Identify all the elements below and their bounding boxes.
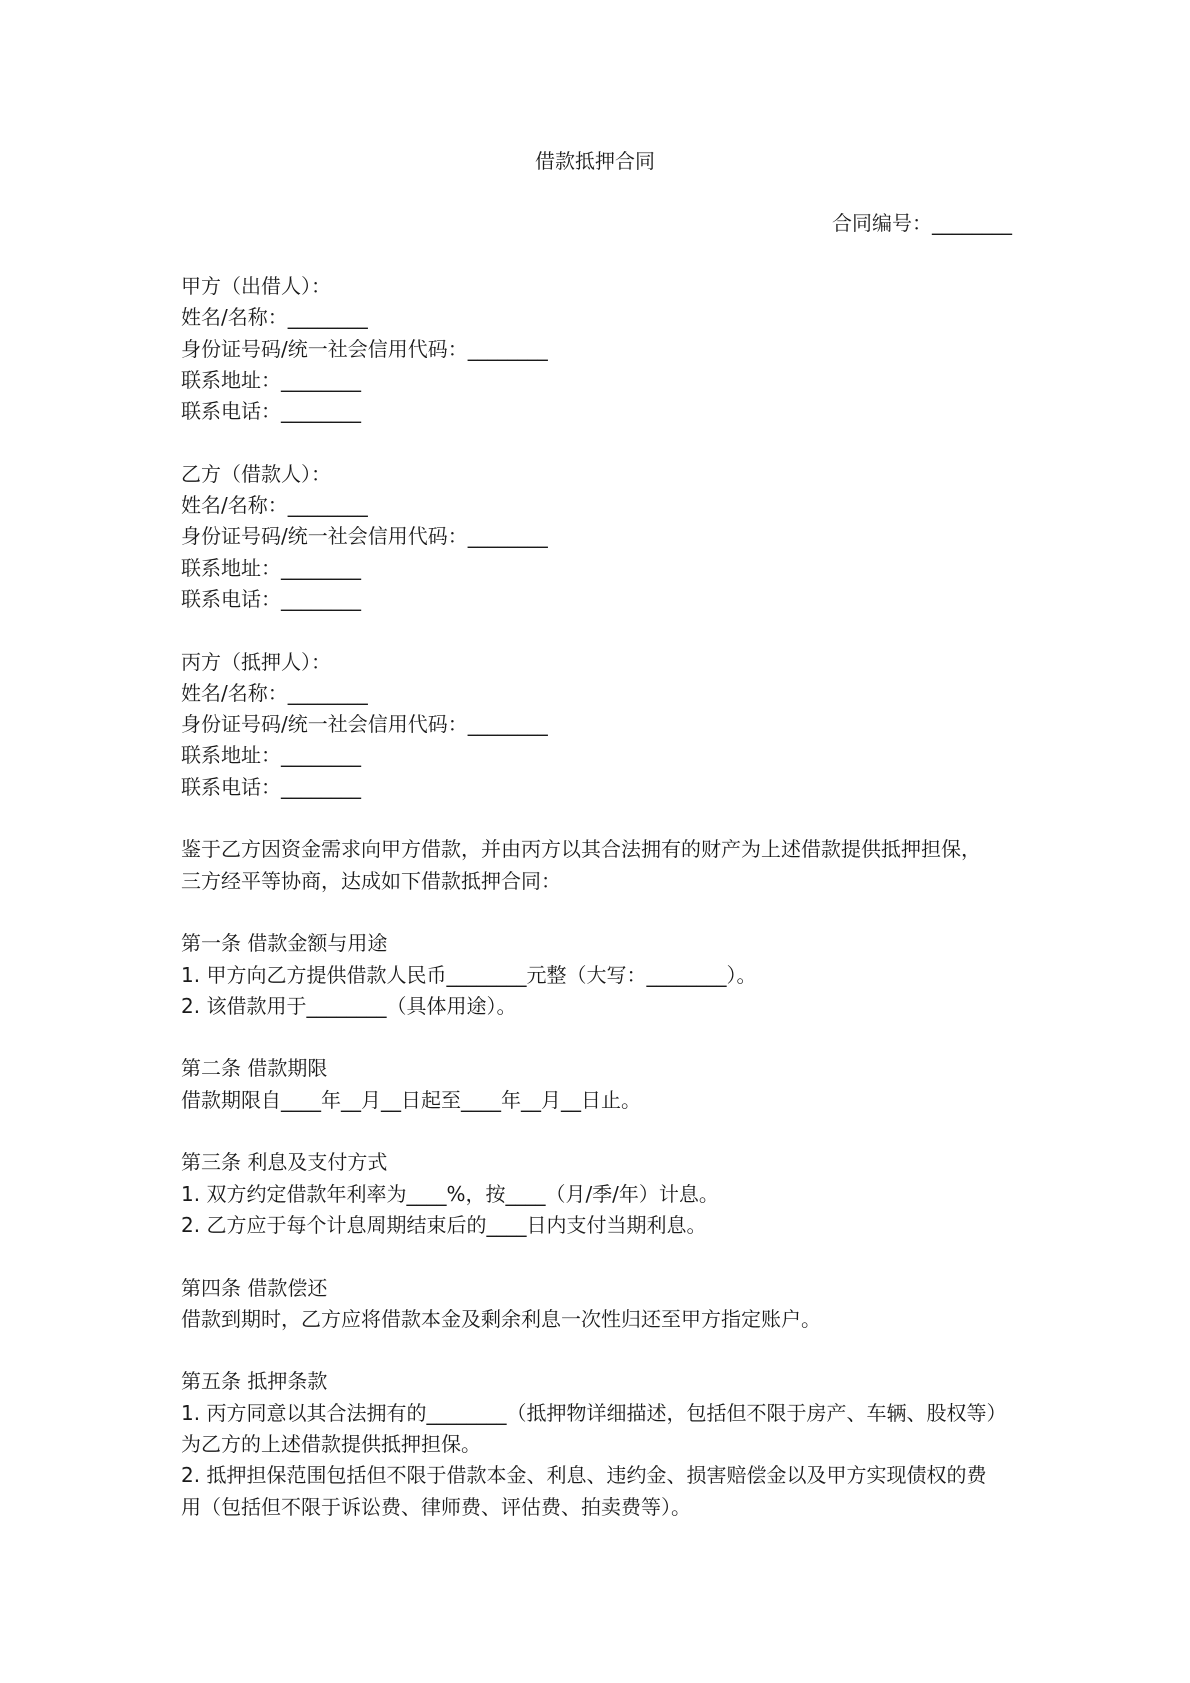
spacer (181, 1116, 1016, 1147)
spacer (181, 803, 1016, 834)
party-c-heading: 丙方（抵押人）： (181, 649, 331, 674)
article-item: 1. 甲方向乙方提供借款人民币________元整（大写：________）。 (181, 962, 757, 987)
spacer (181, 1241, 1016, 1272)
article-heading: 第四条 借款偿还 (181, 1275, 328, 1300)
article-item: 2. 该借款用于________（具体用途）。 (181, 993, 517, 1018)
article-heading: 第三条 利息及支付方式 (181, 1150, 388, 1175)
party-a-section (181, 271, 1016, 427)
article-text: 借款到期时，乙方应将借款本金及剩余利息一次性归还至甲方指定账户。 (181, 1306, 821, 1331)
party-a-heading: 甲方（出借人）： (181, 274, 331, 298)
article-text: 借款期限自____年__月__日起至____年__月__日止。 (181, 1087, 641, 1112)
article-item-continuation: 用（包括但不限于诉讼费、律师费、评估费、拍卖费等）。 (181, 1494, 691, 1519)
preamble (181, 834, 1016, 897)
party-a-id: 身份证号码/统一社会信用代码：________ (181, 336, 548, 361)
party-c-address: 联系地址：________ (181, 743, 361, 768)
article-item: 2. 抵押担保范围包括但不限于借款本金、利息、违约金、损害赔偿金以及甲方实现债权的费 (181, 1463, 987, 1488)
document-body (181, 271, 1016, 1523)
party-b-phone: 联系电话：________ (181, 586, 361, 611)
article-heading: 第二条 借款期限 (181, 1056, 328, 1081)
spacer (181, 897, 1016, 928)
party-b-heading: 乙方（借款人）： (181, 461, 331, 486)
party-b-id: 身份证号码/统一社会信用代码：________ (181, 524, 548, 549)
party-c-section (181, 647, 1016, 803)
spacer (181, 1022, 1016, 1053)
article-3 (181, 1147, 1016, 1241)
article-heading: 第一条 借款金额与用途 (181, 931, 388, 956)
spacer (181, 615, 1016, 646)
preamble-line: 三方经平等协商，达成如下借款抵押合同： (181, 868, 561, 893)
article-item-continuation: 为乙方的上述借款提供抵押担保。 (181, 1431, 481, 1456)
spacer (181, 1335, 1016, 1366)
party-c-name: 姓名/名称：________ (181, 680, 368, 705)
contract-number: 合同编号：________ (832, 211, 1012, 235)
party-b-name: 姓名/名称：________ (181, 493, 368, 518)
party-b-address: 联系地址：________ (181, 555, 361, 580)
article-5 (181, 1366, 1016, 1522)
party-a-phone: 联系电话：________ (181, 399, 361, 424)
party-c-id: 身份证号码/统一社会信用代码：________ (181, 712, 548, 737)
party-b-section (181, 459, 1016, 615)
document-title: 借款抵押合同 (535, 149, 655, 173)
article-heading: 第五条 抵押条款 (181, 1369, 328, 1394)
party-a-address: 联系地址：________ (181, 367, 361, 392)
party-a-name: 姓名/名称：________ (181, 305, 368, 330)
article-item: 1. 丙方同意以其合法拥有的________（抵押物详细描述，包括但不限于房产、车辆、股权等） (181, 1400, 1007, 1425)
article-4 (181, 1273, 1016, 1336)
spacer (181, 427, 1016, 458)
party-c-phone: 联系电话：________ (181, 774, 361, 799)
article-item: 1. 双方约定借款年利率为____%，按____（月/季/年）计息。 (181, 1181, 719, 1206)
preamble-line: 鉴于乙方因资金需求向甲方借款，并由丙方以其合法拥有的财产为上述借款提供抵押担保， (181, 837, 981, 862)
article-1 (181, 928, 1016, 1022)
article-2 (181, 1053, 1016, 1116)
article-item: 2. 乙方应于每个计息周期结束后的____日内支付当期利息。 (181, 1212, 707, 1237)
